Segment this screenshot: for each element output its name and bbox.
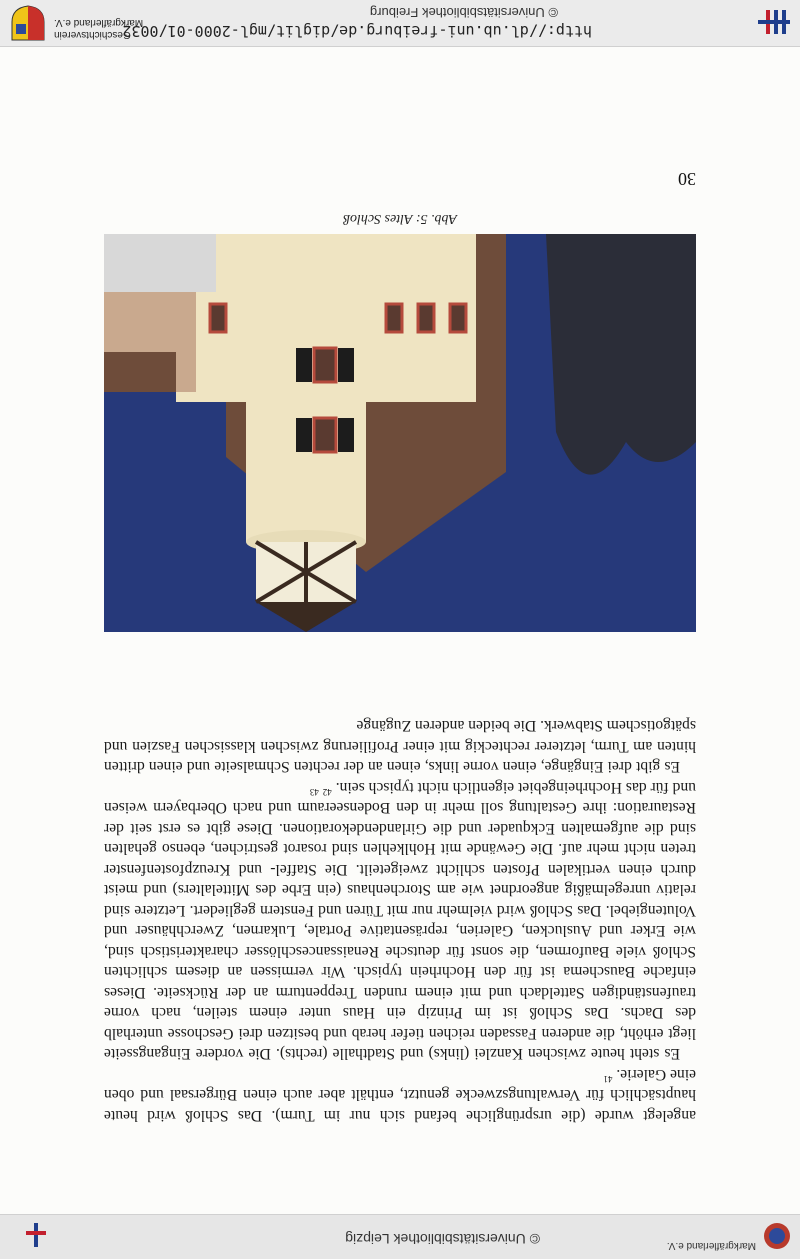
paragraph-2: Es steht heute zwischen Kanzlei (links) und Stadthalle (rechts). Die vordere Eingangsseite liegt erhöht, die anderen Fassaden reichen tiefer herab und besitzen drei Geschosse unterhalb des Dachs. Das Schloß ist im Prinzip ein Haus unter einem steilen, nach vorne traufenständigen Satteldach und mit einem runden Treppenturm an der Rückseite. Dieses einfache Bauschema ist für den Hochrhein typisch. Wir vermissen an diesem schlichten Schloß viele Bauformen, die sonst für deutsche Renaissanceschlösser charakteristisch sind, wie Erker und Auslucken, Galerien, repräsentative Portale, Lukarnen, Zwerchhäuser und Volutengiebel. Das Schloß wird vielmehr nur mit Türen und Fenstern gegliedert. Letztere sind relativ unregelmäßig angeordnet wie am Storchenhaus (ein Erbe des Mittelalters) und meist durch einen vertikalen Pfosten schlicht zweigeteilt. Die Staffel- und Kreuzpfostenfenster treten nicht mehr auf. Die Gewände mit Hohlkehlen sind rosarot gestrichen, ebenso gehalten sind die aufgemalten Eckquader und die Girlandendekorationen. Diese gibt es erst seit der Restauration: ihre Gestaltung soll mehr in den Bodenseeraum und nach Oberbayern weisen und für das Hochrheingebiet eigentlich nicht typisch sein. $^{42}$ $^{43}$	[104, 779, 696, 1063]
header-title: © Universitätsbibliothek Leipzig	[345, 1231, 540, 1247]
coat-of-arms-icon	[10, 4, 46, 42]
castle-photo-drawing	[104, 234, 696, 632]
society-line-1: Geschichtsverein	[54, 29, 131, 40]
university-library-logo-icon	[750, 6, 790, 38]
window	[296, 418, 354, 452]
coat-of-arms-icon	[762, 1221, 792, 1251]
footnote-ref: 41	[603, 1074, 613, 1085]
body-text	[104, 715, 696, 1125]
castle-photo	[104, 234, 696, 632]
paragraph-1: angelegt wurde (die ursprüngliche befand sich nur im Turm). Das Schloß wird heute hauptsächlich für Verwaltungszwecke genutzt, enthält aber auch einen Bürgersaal und oben eine Galerie. $^{41}$	[104, 1066, 696, 1124]
page-number: 30	[678, 169, 696, 189]
photo-caption: Abb. 5: Altes Schloß	[342, 211, 458, 226]
university-library-logo-icon	[26, 1223, 46, 1247]
permalink-url[interactable]: http://dl.ub.uni-freiburg.de/diglit/mgl-2000-01/0032	[122, 22, 592, 40]
header-bar	[0, 1214, 800, 1259]
footnote-ref: 42	[322, 787, 332, 798]
paragraph-3: Es gibt drei Eingänge, einen vorne links, einen an der rechten Schmalseite und einen dritten hinten am Turm, letzterer rechteckig mit einer Profilierung zwischen klassischen Faszien und spätgotischem Stabwerk. Die beiden anderen Zugänge	[104, 717, 696, 776]
footnote-ref: 43	[309, 787, 319, 798]
footer-bar	[0, 0, 800, 47]
footer-copyright: © Universitätsbibliothek Freiburg	[369, 5, 558, 20]
header-society-line: Markgräflerland e.V.	[666, 1240, 756, 1251]
footer-society	[54, 16, 152, 40]
window	[296, 348, 354, 382]
society-line-2: Markgräflerland e.V.	[54, 17, 144, 28]
